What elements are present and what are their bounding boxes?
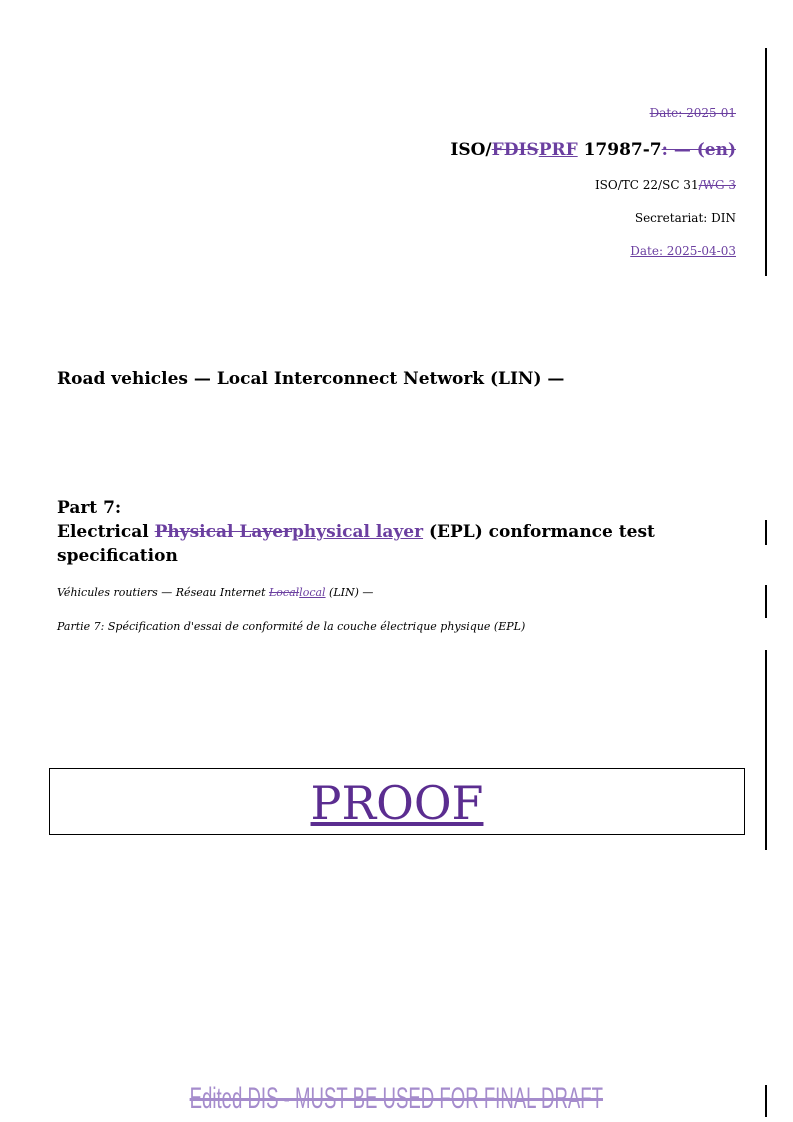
french-title bbox=[57, 586, 373, 599]
subtitle-inserted: physical layer bbox=[292, 522, 424, 542]
doc-number: 17987-7 bbox=[577, 140, 662, 160]
proof-label: PROOF bbox=[310, 776, 484, 830]
french-deleted: Local bbox=[269, 586, 300, 599]
subtitle-deleted: Physical Layer bbox=[154, 522, 293, 542]
change-bar bbox=[765, 48, 767, 260]
committee-text: ISO/TC 22/SC 31 bbox=[594, 178, 699, 192]
old-date: Date: 2025-01 bbox=[649, 106, 736, 120]
new-date: Date: 2025-04-03 bbox=[630, 244, 736, 258]
french-inserted: local bbox=[299, 586, 326, 599]
change-bar bbox=[765, 585, 767, 618]
proof-box bbox=[49, 768, 745, 835]
doc-suffix-deleted: : — (en) bbox=[661, 140, 736, 160]
french-text: Véhicules routiers — Réseau Internet bbox=[57, 586, 269, 599]
change-bar bbox=[765, 242, 767, 276]
subtitle-text: (EPL) conformance test bbox=[423, 522, 655, 542]
subtitle-line1 bbox=[57, 522, 655, 542]
document-number bbox=[450, 140, 736, 160]
secretariat: Secretariat: DIN bbox=[634, 211, 736, 225]
part-label: Part 7: bbox=[57, 498, 122, 518]
french-subtitle: Partie 7: Spécification d'essai de conformité de la couche électrique physique (EPL) bbox=[57, 620, 526, 633]
main-title: Road vehicles — Local Interconnect Network (LIN) — bbox=[57, 369, 565, 389]
doc-stage-deleted: FDIS bbox=[491, 140, 539, 160]
change-bar bbox=[765, 650, 767, 850]
change-bar bbox=[765, 1085, 767, 1117]
change-bar bbox=[765, 520, 767, 545]
committee-deleted: /WG 3 bbox=[698, 178, 736, 192]
doc-stage-inserted: PRF bbox=[538, 140, 578, 160]
doc-prefix: ISO/ bbox=[450, 140, 492, 160]
committee bbox=[595, 178, 736, 192]
subtitle-line2: specification bbox=[57, 546, 178, 566]
french-text: (LIN) — bbox=[325, 586, 374, 599]
subtitle-text: Electrical bbox=[57, 522, 155, 542]
watermark: Edited DIS - MUST BE USED FOR FINAL DRAFT bbox=[189, 1082, 604, 1115]
